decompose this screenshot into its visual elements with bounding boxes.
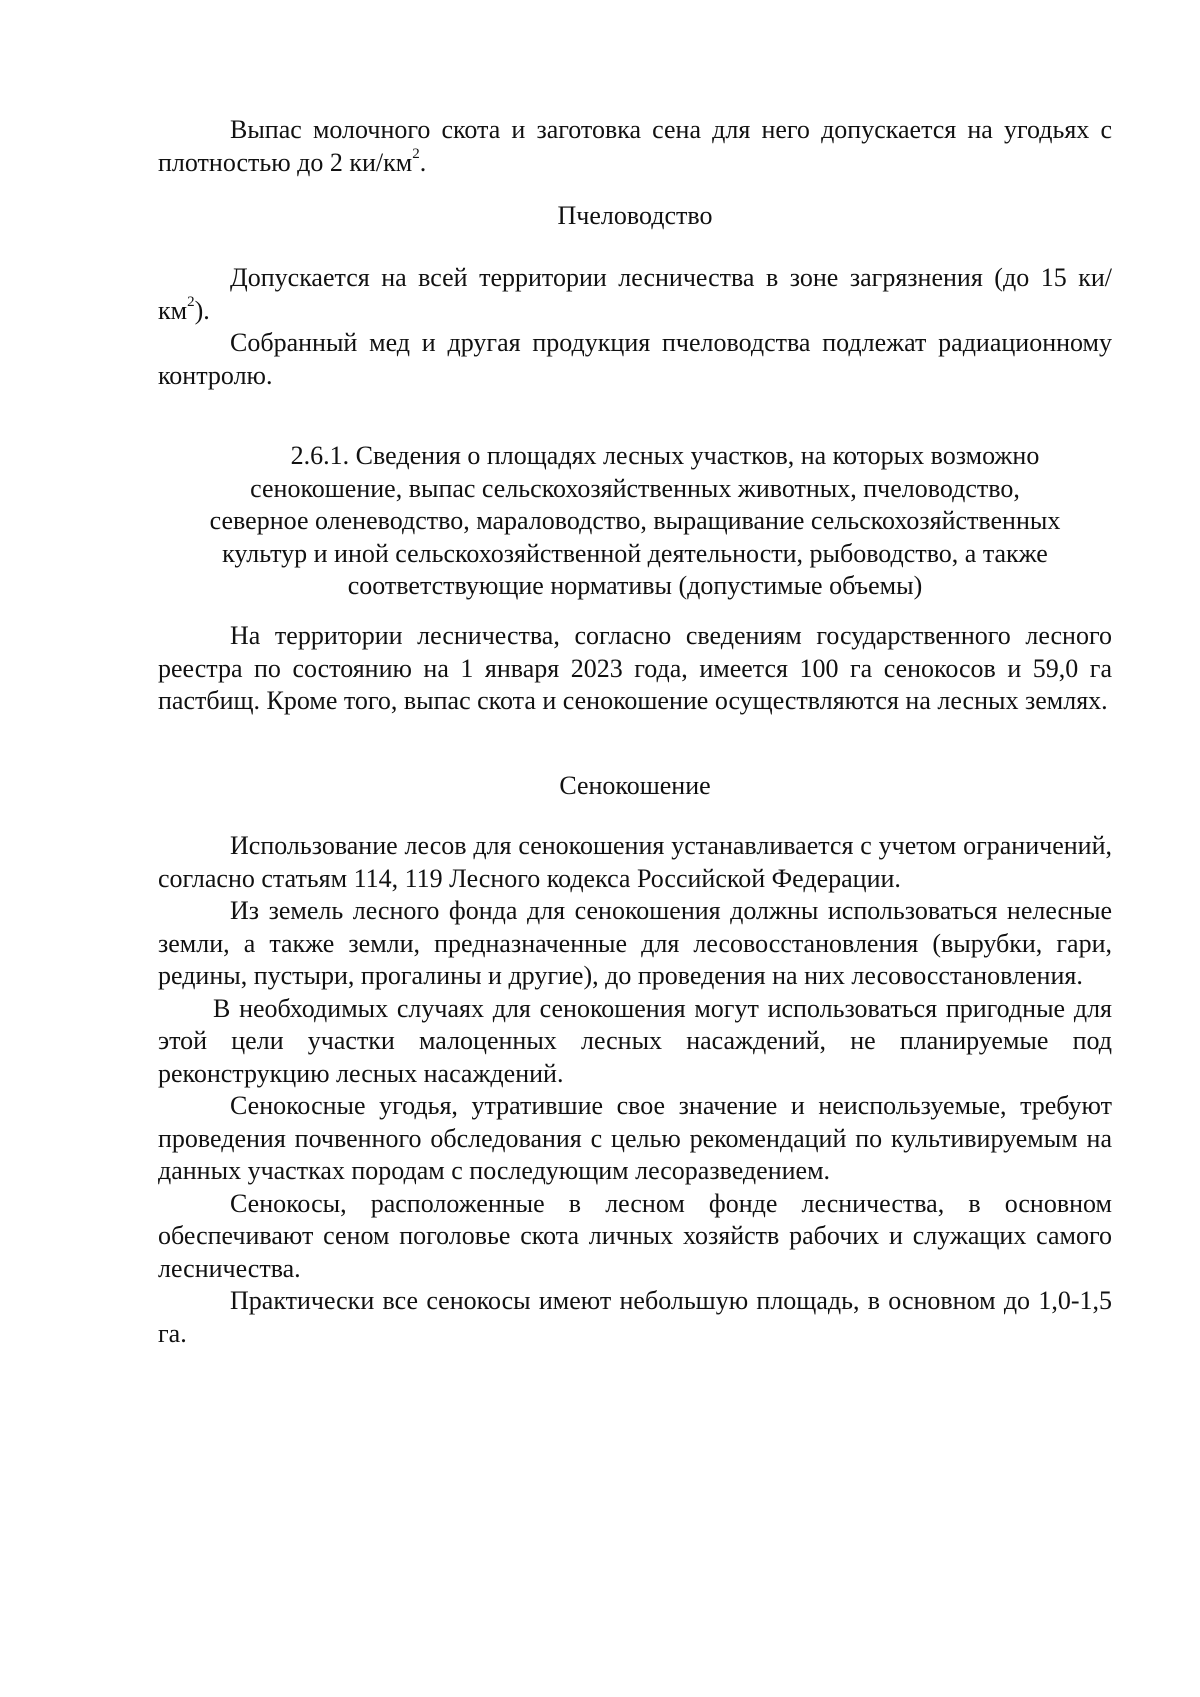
paragraph-radiation-control: Собранный мед и другая продукция пчеловодства подлежат радиационному контролю. [158,328,1112,390]
section-heading-line: соответствующие нормативы (допустимые объемы) [347,571,923,600]
paragraph-tail: . [419,147,427,177]
paragraph-text [158,114,1112,179]
heading-beekeeping-block [158,200,1112,233]
paragraph-text: На территории лесничества, согласно сведениям государственного лесного реестра по состоянию на 1 января 2023 года, имеется 100 га сенокосов и 59,0 га пастбищ. Кроме того, выпас скота и сенокошение осуществляются на лесных землях. [158,621,1112,715]
heading-haymaking: Сенокошение [559,771,711,800]
section-heading-line: 2.6.1. Сведения о площадях лесных участков, на которых возможно [290,441,1040,470]
superscript: 2 [187,293,195,310]
paragraph-hay-supply: Сенокосы, расположенные в лесном фонде лесничества, в основном обеспечивают сеном поголовье скота личных хозяйств рабочих и служащих самого лесничества. [158,1188,1112,1283]
paragraph-body: Допускается на всей территории лесничества в зоне загрязнения (до 15 ки/км [158,263,1112,325]
paragraph-tail: ). [194,295,210,325]
section-heading-2-6-1 [158,440,1112,603]
paragraph-low-value-stands: В необходимых случаях для сенокошения могут использоваться пригодные для этой цели участки малоценных лесных насаждений, не планируемые под реконструкцию лесных насаждений. [158,993,1112,1088]
section-heading-line: северное оленеводство, мараловодство, выращивание сельскохозяйственных [209,506,1061,535]
paragraph-beekeeping-block [158,262,1112,392]
heading-haymaking-block [158,770,1112,803]
paragraph-forest-registry [158,620,1112,718]
heading-beekeeping: Пчеловодство [557,201,713,230]
paragraph-dairy-grazing [158,114,1112,179]
paragraph-forest-use: Использование лесов для сенокошения устанавливается с учетом ограничений, согласно статьям 114, 119 Лесного кодекса Российской Федерации. [158,831,1112,893]
superscript: 2 [412,145,420,162]
paragraph-beekeeping-territory [158,262,1112,327]
section-heading-line: сенокошение, выпас сельскохозяйственных животных, пчеловодство, [250,473,1020,503]
paragraph-land-types: Из земель лесного фонда для сенокошения должны использоваться нелесные земли, а также земли, предназначенные для лесовосстановления (вырубки, гари, редины, пустыри, прогалины и другие), до проведения на них лесовосстановления. [158,896,1112,990]
paragraph-area-size: Практически все сенокосы имеют небольшую площадь, в основном до 1,0-1,5 га. [158,1286,1112,1348]
paragraph-soil-survey: Сенокосные угодья, утратившие свое значение и неиспользуемые, требуют проведения почвенного обследования с целью рекомендаций по культивируемым на данных участках породам с последующим лесоразведением. [158,1091,1112,1185]
paragraph-body: Выпас молочного скота и заготовка сена для него допускается на угодьях с плотностью до 2 ки/км [158,115,1112,177]
paragraph-haymaking-block [158,830,1112,1350]
section-heading-line: культур и иной сельскохозяйственной деятельности, рыбоводство, а также [222,538,1048,568]
